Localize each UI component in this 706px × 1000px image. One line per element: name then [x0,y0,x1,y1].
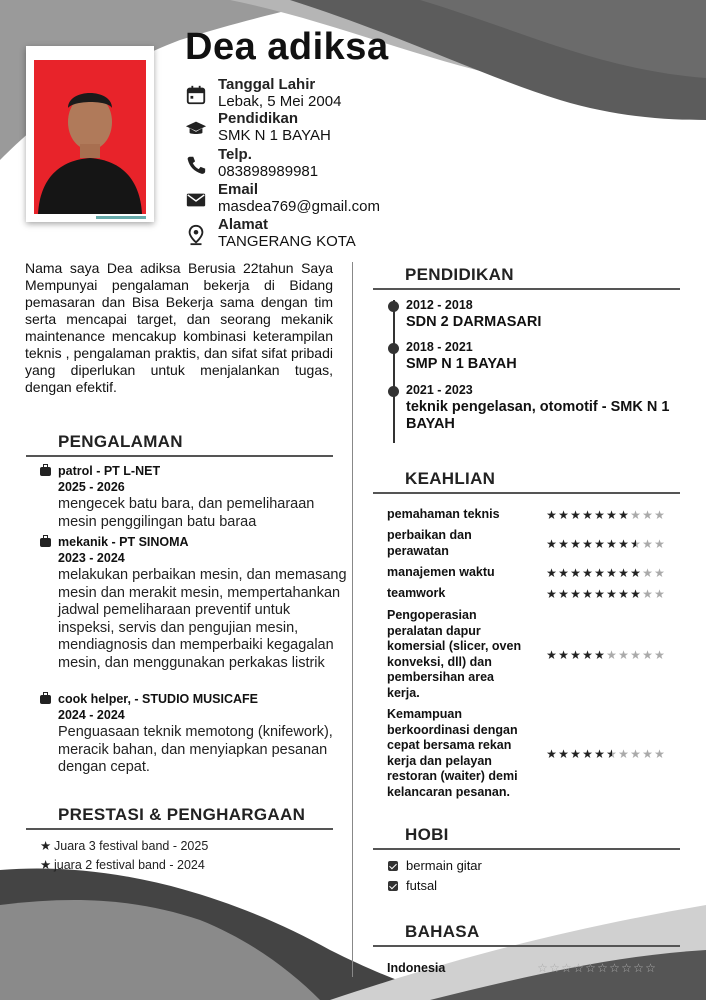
star-icon: ★ [40,839,52,853]
star-filled-icon: ★ [582,648,594,662]
star-filled-icon: ★ [606,537,618,551]
star-empty-icon: ★ [642,566,654,580]
star-half-icon: ★ [606,747,618,761]
education-item [388,298,688,338]
timeline-dot [388,343,399,354]
skill-rating [546,508,666,522]
star-filled-icon: ★ [594,587,606,601]
phone-icon [185,154,207,176]
contact-email [185,181,445,215]
star-empty-icon: ★ [618,648,630,662]
contact-label: Telp. [218,146,252,163]
award-item [40,857,205,872]
checkbox-icon [388,861,398,871]
star-empty-icon: ☆ [645,961,657,975]
star-filled-icon: ★ [594,648,606,662]
experience-item [40,464,340,534]
contact-value: TANGERANG KOTA [218,233,356,250]
skill-rating [546,566,666,580]
star-filled-icon: ★ [558,508,570,522]
star-filled-icon: ★ [618,508,630,522]
star-filled-icon: ★ [546,537,558,551]
profile-photo [26,46,154,222]
briefcase-icon [40,538,51,547]
section-divider [26,828,333,830]
hobby-item [388,858,482,873]
contact-birthdate [185,76,445,110]
star-empty-icon: ★ [630,747,642,761]
star-empty-icon: ★ [630,508,642,522]
star-empty-icon: ☆ [597,961,609,975]
location-pin-icon [185,224,207,246]
star-empty-icon: ☆ [621,961,633,975]
section-title-awards: PRESTASI & PENGHARGAAN [58,805,306,824]
experience-item [40,535,347,695]
star-filled-icon: ★ [618,566,630,580]
skill-rating [546,587,666,601]
contact-label: Alamat [218,216,269,233]
section-title-education: PENDIDIKAN [405,265,514,284]
star-empty-icon: ★ [630,648,642,662]
contact-phone [185,146,445,180]
section-title-skills: KEAHLIAN [405,469,496,488]
star-filled-icon: ★ [594,566,606,580]
contact-value: SMK N 1 BAYAH [218,127,331,144]
star-empty-icon: ★ [654,648,666,662]
education-item [388,340,688,380]
star-filled-icon: ★ [606,508,618,522]
section-divider [26,455,333,457]
award-text: Juara 3 festival band - 2025 [54,839,209,853]
star-empty-icon: ☆ [585,961,597,975]
experience-title: mekanik - PT SINOMA [58,535,189,549]
star-empty-icon: ★ [654,566,666,580]
skill-name: pemahaman teknis [387,507,500,521]
contact-value[interactable]: masdea769@gmail.com [218,198,380,215]
section-divider [373,288,680,290]
education-school: SDN 2 DARMASARI [406,314,542,330]
section-divider [373,848,680,850]
star-empty-icon: ★ [642,648,654,662]
skill-name: teamwork [387,586,446,600]
skill-rating [546,747,666,761]
experience-description: melakukan perbaikan mesin, dan memasang mesin dan merakit mesin, mempertahankan jadwal pemeliharaan preventif untuk inspeksi, servis dan pengujian mesin, mendiagnosis dan memperbaiki kegagalan mesin, dan menggunakan perkakas listrik [58,567,347,671]
star-empty-icon: ★ [654,587,666,601]
award-text: juara 2 festival band - 2024 [54,858,205,872]
star-empty-icon: ★ [642,747,654,761]
star-filled-icon: ★ [546,566,558,580]
star-filled-icon: ★ [546,747,558,761]
language-name: Indonesia [387,961,446,975]
graduation-cap-icon [185,118,207,140]
star-empty-icon: ☆ [549,961,561,975]
star-empty-icon: ★ [642,537,654,551]
skill-name: perbaikan dan perawatan [387,528,472,558]
experience-period: 2025 - 2026 [58,480,125,494]
experience-description: Penguasaan teknik memotong (knifework), meracik bahan, dan menyiapkan pesanan dengan cepat. [58,724,333,775]
star-empty-icon: ☆ [573,961,585,975]
star-empty-icon: ☆ [537,961,549,975]
person-silhouette [34,60,146,214]
star-half-icon: ★ [630,537,642,551]
experience-period: 2023 - 2024 [58,551,125,565]
checkbox-icon [388,881,398,891]
star-filled-icon: ★ [558,566,570,580]
star-empty-icon: ★ [606,648,618,662]
calendar-icon [185,84,207,106]
star-filled-icon: ★ [606,566,618,580]
skill-name: Kemampuan berkoordinasi dengan cepat bersama rekan kerja dan pelayan restoran (waiter) demi kelancaran pesanan. [387,707,518,799]
star-filled-icon: ★ [558,587,570,601]
section-divider [373,492,680,494]
timeline-dot [388,301,399,312]
education-years: 2021 - 2023 [406,383,473,397]
star-filled-icon: ★ [570,587,582,601]
star-filled-icon: ★ [546,508,558,522]
skill-item [387,528,687,562]
full-name: Dea adiksa [185,26,389,68]
star-empty-icon: ☆ [633,961,645,975]
contact-education [185,110,445,144]
contact-value[interactable]: 083898989981 [218,163,319,180]
star-filled-icon: ★ [546,587,558,601]
contact-label: Tanggal Lahir [218,76,316,93]
hobby-text: bermain gitar [406,858,482,873]
star-filled-icon: ★ [570,508,582,522]
star-empty-icon: ★ [642,508,654,522]
skill-item [387,586,687,604]
star-filled-icon: ★ [618,587,630,601]
star-filled-icon: ★ [570,566,582,580]
column-divider [352,262,353,977]
experience-item [40,692,340,782]
contact-address [185,216,445,250]
star-filled-icon: ★ [630,566,642,580]
hobby-item [388,878,437,893]
star-filled-icon: ★ [582,566,594,580]
experience-title: patrol - PT L-NET [58,464,161,478]
star-filled-icon: ★ [546,648,558,662]
experience-title: cook helper, - STUDIO MUSICAFE [58,692,259,706]
about-text: Nama saya Dea adiksa Berusia 22tahun Saya Mempunyai pengalaman bekerja di Bidang pemasaran dan Bisa Bekerja sama dengan tim serta mencapai target, dan seorang mekanik maintenance mencakup kombinasi keterampilan teknis , pengalaman praktis, dan sifat sifat pribadi yang diperlukan untuk menjalankan tugas, dengan efektif. [25,260,333,395]
language-rating [537,961,657,975]
star-filled-icon: ★ [618,537,630,551]
star-empty-icon: ★ [654,508,666,522]
skill-name: manajemen waktu [387,565,495,579]
star-filled-icon: ★ [570,747,582,761]
contact-value: Lebak, 5 Mei 2004 [218,93,342,110]
star-empty-icon: ☆ [561,961,573,975]
star-empty-icon: ★ [642,587,654,601]
briefcase-icon [40,467,51,476]
star-filled-icon: ★ [558,747,570,761]
contact-label: Email [218,181,259,198]
education-school: SMP N 1 BAYAH [406,356,517,372]
star-filled-icon: ★ [594,508,606,522]
education-years: 2012 - 2018 [406,298,473,312]
star-filled-icon: ★ [606,587,618,601]
star-filled-icon: ★ [582,508,594,522]
envelope-icon [185,189,207,211]
section-divider [373,945,680,947]
skill-item [387,565,687,583]
education-school: teknik pengelasan, otomotif - SMK N 1 BAYAH [406,399,670,432]
star-filled-icon: ★ [582,587,594,601]
photo-background [34,60,146,214]
skill-rating [546,537,666,551]
star-filled-icon: ★ [558,648,570,662]
award-item [40,838,208,853]
star-filled-icon: ★ [582,747,594,761]
star-filled-icon: ★ [570,648,582,662]
star-empty-icon: ★ [618,747,630,761]
experience-description: mengecek batu bara, dan pemeliharaan mesin penggilingan batu baraa [58,496,315,530]
skill-item [387,707,687,802]
star-empty-icon: ★ [654,747,666,761]
star-empty-icon: ★ [654,537,666,551]
star-empty-icon: ☆ [609,961,621,975]
star-icon: ★ [40,858,52,872]
briefcase-icon [40,695,51,704]
star-filled-icon: ★ [582,537,594,551]
contact-label: Pendidikan [218,110,299,127]
section-title-languages: BAHASA [405,922,480,941]
hobby-text: futsal [406,878,438,893]
experience-period: 2024 - 2024 [58,708,125,722]
section-title-hobbies: HOBI [405,825,449,844]
star-filled-icon: ★ [630,587,642,601]
section-title-experience: PENGALAMAN [58,432,183,451]
skill-item [387,608,687,703]
skill-rating [546,648,666,662]
education-item [388,383,688,438]
skill-item [387,507,687,525]
star-filled-icon: ★ [570,537,582,551]
education-years: 2018 - 2021 [406,340,473,354]
skill-name: Pengoperasian peralatan dapur komersial (slicer, oven konveksi, dll) dan pembersihan area kerja. [387,608,522,700]
star-filled-icon: ★ [558,537,570,551]
star-filled-icon: ★ [594,537,606,551]
timeline-dot [388,386,399,397]
star-filled-icon: ★ [594,747,606,761]
